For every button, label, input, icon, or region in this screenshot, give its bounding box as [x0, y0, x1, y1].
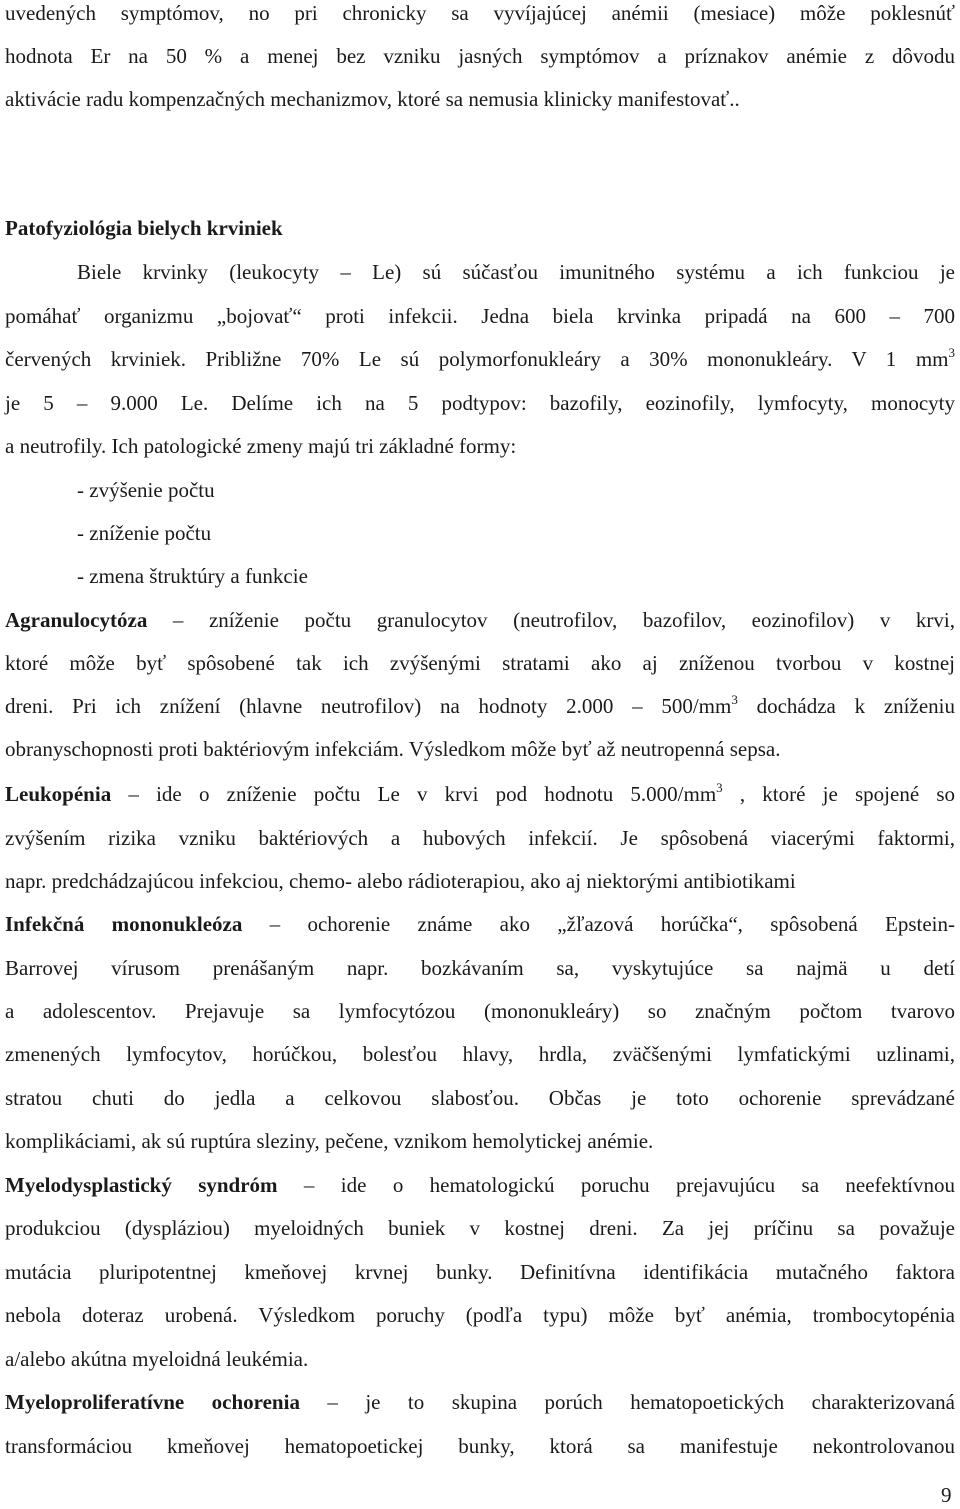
myeloproliferative-term: Myeloproliferatívne ochorenia [5, 1390, 300, 1414]
leukopenia-line-1-sup: 3 [716, 780, 723, 795]
agranulocytosis-line-3-sup: 3 [731, 692, 738, 707]
wbc-line-3-sup: 3 [948, 345, 955, 360]
leukopenia-line-3: napr. predchádzajúcou infekciou, chemo- alebo rádioterapiou, ako aj niektorými antibiotikami [5, 869, 796, 893]
wbc-line-2: pomáhať organizmu „bojovať“ proti infekcii. Jedna biela krvinka pripadá na 600 – 700 [5, 304, 955, 328]
myelodysplastic-line-5: a/alebo akútna myeloidná leukémia. [5, 1347, 309, 1371]
agranulocytosis-line-2: ktoré môže byť spôsobené tak ich zvýšenými stratami ako aj zníženou tvorbou v kostnej [5, 651, 955, 675]
mononucleosis-line-1 [5, 914, 955, 935]
agranulocytosis-line-1-text: – zníženie počtu granulocytov (neutrofilov, bazofilov, eozinofilov) v krvi, [172, 608, 956, 632]
mononucleosis-line-2: Barrovej vírusom prenášaným napr. bozkávaním sa, vyskytujúce sa najmä u detí [5, 956, 955, 980]
myelodysplastic-line-2: produkciou (dyspláziou) myeloidných buniek v kostnej dreni. Za jej príčinu sa považuje [5, 1216, 955, 1240]
wbc-line-5: a neutrofily. Ich patologické zmeny majú tri základné formy: [5, 434, 517, 458]
wbc-line-3-text: červených krviniek. Približne 70% Le sú polymorfonukleáry a 30% mononukleáry. V 1 mm [5, 347, 949, 371]
page-number: 9 [941, 1483, 952, 1507]
mononucleosis-line-4: zmenených lymfocytov, horúčkou, bolesťou hlavy, hrdla, zväčšenými lymfatickými uzlinami, [5, 1042, 955, 1066]
myelodysplastic-line-3: mutácia pluripotentnej kmeňovej krvnej bunky. Definitívna identifikácia mutačného faktora [5, 1260, 955, 1284]
intro-line-3: aktivácie radu kompenzačných mechanizmov, ktoré sa nemusia klinicky manifestovať.. [5, 87, 740, 111]
mononucleosis-line-3: a adolescentov. Prejavuje sa lymfocytózou (mononukleáry) so značným počtom tvarovo [5, 999, 955, 1023]
myeloproliferative-line-1 [5, 1392, 955, 1413]
myelodysplastic-line-1-text: – ide o hematologickú poruchu prejavujúcu sa neefektívnou [277, 1173, 956, 1197]
agranulocytosis-line-4: obranyschopnosti proti baktériovým infekciám. Výsledkom môže byť až neutropenná sepsa. [5, 737, 781, 761]
wbc-line-4: je 5 – 9.000 Le. Delíme ich na 5 podtypov: bazofily, eozinofily, lymfocyty, monocyty [5, 391, 955, 415]
agranulocytosis-line-1 [5, 610, 955, 631]
myelodysplastic-line-1 [5, 1175, 955, 1196]
section-heading: Patofyziológia bielych krviniek [5, 216, 283, 240]
leukopenia-line-1 [5, 780, 956, 806]
myeloproliferative-line-1-text: – je to skupina porúch hematopoetických charakterizovaná [299, 1390, 955, 1414]
intro-line-1: uvedených symptómov, no pri chronicky sa vyvíjajúcej anémii (mesiace) môže poklesnúť [5, 1, 955, 25]
forms-list-item: - zmena štruktúry a funkcie [77, 564, 308, 588]
myeloproliferative-line-2: transformáciou kmeňovej hematopoetickej bunky, ktorá sa manifestuje nekontrolovanou [5, 1434, 955, 1458]
leukopenia-term: Leukopénia [5, 782, 112, 806]
agranulocytosis-line-3 [5, 692, 955, 718]
mononucleosis-line-1-text: – ochorenie známe ako „žľazová horúčka“, spôsobená Epstein- [242, 912, 956, 936]
leukopenia-line-2: zvýšením rizika vzniku baktériových a hubových infekcií. Je spôsobená viacerými faktormi, [5, 826, 955, 850]
forms-list-item: - zvýšenie počtu [77, 478, 215, 502]
agranulocytosis-line-3-text: dreni. Pri ich znížení (hlavne neutrofilov) na hodnoty 2.000 – 500/mm [5, 694, 732, 718]
mononucleosis-line-6: komplikáciami, ak sú ruptúra sleziny, pečene, vznikom hemolytickej anémie. [5, 1129, 654, 1153]
wbc-line-1: Biele krvinky (leukocyty – Le) sú súčasťou imunitného systému a ich funkciou je [77, 260, 955, 284]
forms-list-item: - zníženie počtu [77, 521, 212, 545]
agranulocytosis-line-3-tail: dochádza k zníženiu [737, 694, 955, 718]
leukopenia-line-1-text: – ide o zníženie počtu Le v krvi pod hodnotu 5.000/mm [111, 782, 717, 806]
leukopenia-line-1-tail: , ktoré je spojené so [722, 782, 956, 806]
myelodysplastic-line-4: nebola doteraz urobená. Výsledkom poruchy (podľa typu) môže byť anémia, trombocytopénia [5, 1303, 955, 1327]
myelodysplastic-term: Myelodysplastický syndróm [5, 1173, 278, 1197]
mononucleosis-term: Infekčná mononukleóza [5, 912, 243, 936]
agranulocytosis-term: Agranulocytóza [5, 608, 148, 632]
wbc-line-3 [5, 345, 955, 371]
intro-line-2: hodnota Er na 50 % a menej bez vzniku jasných symptómov a príznakov anémie z dôvodu [5, 44, 955, 68]
mononucleosis-line-5: stratou chuti do jedla a celkovou slabosťou. Občas je toto ochorenie sprevádzané [5, 1086, 955, 1110]
